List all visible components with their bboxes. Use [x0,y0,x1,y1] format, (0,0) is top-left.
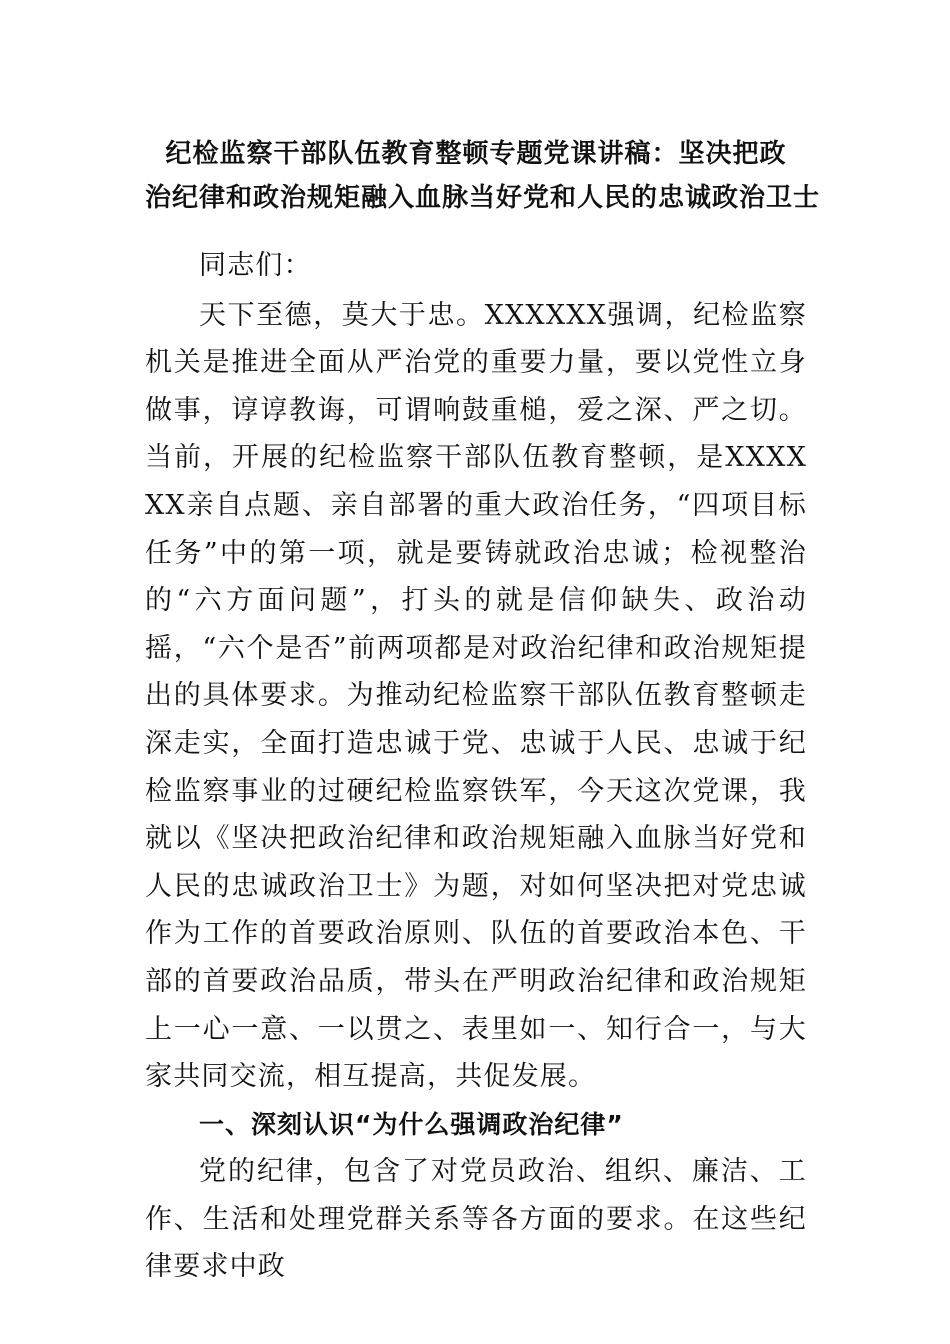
title-line-2: 治纪律和政治规矩融入血脉当好党和人民的忠诚政治卫士 [145,183,821,213]
document-page [145,132,821,1291]
salutation: 同志们： [199,250,312,281]
document-title [145,132,821,220]
document-body [145,242,807,1291]
paragraph-intro: 天下至德，莫大于忠。XXXXXX强调，纪检监察机关是推进全面从严治党的重要力量，要以党性立身做事，谆谆教诲，可谓响鼓重槌，爱之深、严之切。当前，开展的纪检监察干部队伍教育整顿，是XXXXXX亲自点题、亲自部署的重大政治任务，“四项目标任务”中的第一项，就是要铸就政治忠诚；检视整治的“六方面问题”，打头的就是信仰缺失、政治动摇，“六个是否”前两项都是对政治纪律和政治规矩提出的具体要求。为推动纪检监察干部队伍教育整顿走深走实，全面打造忠诚于党、忠诚于人民、忠诚于纪检监察事业的过硬纪检监察铁军，今天这次党课，我就以《坚决把政治纪律和政治规矩融入血脉当好党和人民的忠诚政治卫士》为题，对如何坚决把对党忠诚作为工作的首要政治原则、队伍的首要政治本色、干部的首要政治品质，带头在严明政治纪律和政治规矩上一心一意、一以贯之、表里如一、知行合一，与大家共同交流，相互提高，共促发展。 [145,299,807,1093]
title-line-1: 纪检监察干部队伍教育整顿专题党课讲稿：坚决把政 [165,139,787,169]
section-heading-1: 一、深刻认识“为什么强调政治纪律” [199,1109,624,1139]
paragraph-section-1: 党的纪律，包含了对党员政治、组织、廉洁、工作、生活和处理党群关系等各方面的要求。在这些纪律要求中政 [145,1156,807,1283]
